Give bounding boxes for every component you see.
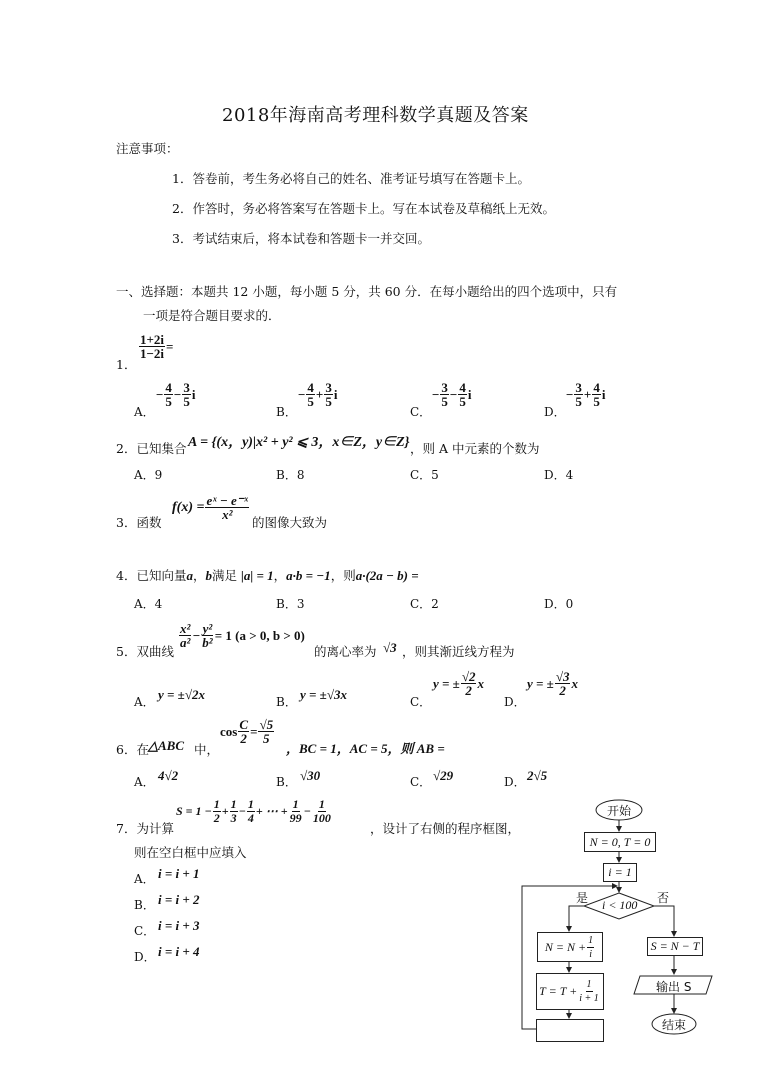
q5-option-a: y = ±√2x	[158, 687, 205, 702]
q7-plus: +	[221, 804, 229, 818]
q7-frac1-num: 1	[213, 797, 220, 811]
q6-c-den: 2	[240, 731, 247, 746]
q1-opt-numerator: 4	[165, 380, 172, 395]
flowchart-yes-label: 是	[576, 891, 589, 905]
q3-denominator: x²	[222, 507, 233, 522]
q6-v-den: 5	[263, 731, 270, 746]
q5-c-num: √2	[461, 669, 476, 684]
flowchart-blank-box	[536, 1019, 604, 1042]
q4-expression: a·(2a − b) =	[355, 568, 419, 583]
q7-minus: −	[238, 804, 246, 818]
q1-opt-op: −	[173, 386, 182, 402]
flowchart-start: 开始	[607, 804, 632, 818]
q1-option-b-label: B．	[276, 405, 297, 419]
q1-option-a-label: A．	[134, 405, 155, 419]
q5-option-d-label: D．	[504, 695, 526, 709]
q5-eccentricity: √3	[383, 640, 397, 655]
q4-option-a: A．4	[134, 597, 163, 611]
q1-opt-unit: i	[191, 386, 196, 402]
q6-option-a-label: A．	[134, 775, 155, 789]
q5-option-b-label: B．	[276, 695, 297, 709]
q5-d-den: 2	[559, 683, 566, 698]
notice-item-1: 1．答卷前，考生务必将自己的姓名、准考证号填写在答题卡上。	[172, 171, 530, 186]
flowchart-n-num: 1	[588, 934, 594, 946]
q6-mid: 中，	[194, 742, 220, 757]
q4-vector-b: b	[205, 568, 212, 583]
q1-opt-sign: −	[156, 386, 164, 402]
q2-prefix: 2．已知集合	[116, 441, 187, 456]
q7-option-d: i = i + 4	[158, 944, 200, 959]
flowchart-s-assign: S = N − T	[650, 939, 700, 953]
q1-opt-denominator: 5	[459, 394, 466, 409]
q1-opt-numerator: 3	[325, 380, 332, 395]
q7-option-b: i = i + 2	[158, 892, 200, 907]
q6-option-b-label: B．	[276, 775, 297, 789]
q3-prefix: 3．函数	[116, 515, 162, 530]
q5-suffix: ，则其渐近线方程为	[402, 644, 515, 659]
q1-opt-numerator: 4	[459, 380, 466, 395]
q7-s-lhs: S = 1 −	[176, 804, 212, 818]
q7-frac2-den: 3	[230, 811, 237, 825]
flowchart-n-den: i	[589, 948, 592, 960]
q6-c-num: C	[239, 717, 249, 732]
page-title: 2018年海南高考理科数学真题及答案	[222, 105, 529, 126]
flowchart-i-init-box	[603, 863, 637, 882]
q7-minus2: −	[303, 804, 311, 818]
q4-text3: ，则	[330, 568, 356, 583]
q1-opt-sign: −	[432, 386, 440, 402]
q4-cond1: |a| = 1	[240, 568, 274, 583]
q7-frac3-num: 1	[247, 797, 254, 811]
q7-option-a-label: A．	[134, 872, 155, 886]
q5-c-den: 2	[465, 683, 472, 698]
flowchart-t-update-pre: T = T +	[539, 984, 578, 998]
q6-option-d: 2√5	[527, 768, 548, 783]
q6-eq: =	[250, 723, 258, 739]
flowchart-init-box	[584, 832, 656, 852]
q1-opt-op: −	[449, 386, 458, 402]
q7-option-b-label: B．	[134, 898, 155, 912]
notice-item-2: 2．作答时，务必将答案写在答题卡上。写在本试卷及草稿纸上无效。	[172, 201, 555, 216]
q2-option-a: A．9	[134, 468, 163, 482]
q6-option-a: 4√2	[158, 768, 179, 783]
q6-conditions: ，BC = 1，AC = 5，则 AB =	[286, 741, 445, 756]
q7-frac5-den: 100	[312, 811, 331, 825]
q5-x-den: a²	[180, 635, 191, 650]
q1-opt-numerator: 4	[593, 380, 600, 395]
notice-heading: 注意事项：	[116, 141, 179, 156]
q7-suffix: ，设计了右侧的程序框图，	[370, 821, 521, 836]
q2-option-b: B．8	[276, 468, 305, 482]
q5-d-num: √3	[555, 669, 570, 684]
q5-option-b: y = ±√3x	[300, 687, 347, 702]
q7-option-c: i = i + 3	[158, 918, 200, 933]
q5-option-c-label: C．	[410, 695, 432, 709]
q1-opt-denominator: 5	[183, 394, 190, 409]
q7-frac3-den: 4	[247, 811, 254, 825]
q4-text1: 4．已知向量	[116, 568, 187, 583]
q1-opt-op: +	[583, 386, 592, 402]
flowchart-t-num: 1	[586, 979, 592, 990]
flowchart-no-label: 否	[657, 891, 670, 905]
q5-c-pre: y = ±	[433, 675, 460, 691]
flowchart-init: N = 0, T = 0	[589, 834, 651, 849]
q1-opt-sign: −	[566, 386, 574, 402]
q1-opt-denominator: 5	[441, 394, 448, 409]
q1-opt-sign: −	[298, 386, 306, 402]
flowchart-s-assign-box	[647, 937, 703, 956]
q1-opt-denominator: 5	[307, 394, 314, 409]
q6-cos: cos	[220, 723, 238, 739]
q3-numerator: eˣ − e⁻ˣ	[206, 493, 249, 508]
flowchart-output: 输出 S	[656, 980, 692, 994]
q1-opt-unit: i	[601, 386, 606, 402]
q1-opt-numerator: 4	[307, 380, 314, 395]
q4-option-d: D．0	[544, 597, 574, 611]
q1-stem-equals: =	[166, 338, 174, 354]
q1-opt-denominator: 5	[593, 394, 600, 409]
q2-suffix: ，则 A 中元素的个数为	[410, 441, 540, 456]
q7-option-d-label: D．	[134, 950, 156, 964]
q5-prefix: 5．双曲线	[116, 644, 174, 659]
q5-x-num: x²	[180, 621, 191, 636]
q6-triangle: △ABC	[148, 738, 185, 753]
q1-option-d-label: D．	[544, 405, 566, 419]
q7-frac4-num: 1	[292, 797, 299, 811]
flowchart-end: 结束	[662, 1018, 687, 1032]
q1-opt-numerator: 3	[575, 380, 582, 395]
q5-d-post: x	[571, 675, 578, 691]
flowchart-i-init: i = 1	[608, 865, 632, 879]
q4-sep2: ，	[273, 568, 287, 583]
q7-line2: 则在空白框中应填入	[134, 845, 247, 860]
q1-opt-numerator: 3	[183, 380, 190, 395]
q7-s-mid: + ⋯ +	[255, 804, 288, 818]
q6-option-b: √30	[300, 768, 321, 783]
q6-option-d-label: D．	[504, 775, 526, 789]
q7-option-a: i = i + 1	[158, 866, 200, 881]
q1-opt-denominator: 5	[575, 394, 582, 409]
q7-frac5-num: 1	[318, 797, 325, 811]
flowchart-n-update-box	[537, 932, 603, 962]
q5-c-post: x	[477, 675, 484, 691]
q7-frac4-den: 99	[289, 811, 302, 825]
q4-vector-a: a	[186, 568, 193, 583]
q5-option-a-label: A．	[134, 695, 155, 709]
q1-stem-denominator: 1−2i	[140, 346, 165, 361]
section-heading-line1: 一、选择题：本题共 12 小题，每小题 5 分，共 60 分．在每小题给出的四个选项中，只有	[116, 284, 618, 299]
flowchart-condition: i < 100	[602, 898, 638, 912]
flowchart-t-den: i + 1	[579, 993, 599, 1004]
q7-prefix: 7．为计算	[116, 821, 174, 836]
q7-frac1-den: 2	[213, 811, 220, 825]
q4-option-b: B．3	[276, 597, 305, 611]
q1-stem-numerator: 1+2i	[140, 332, 165, 347]
flowchart-n-update-pre: N = N +	[544, 939, 587, 954]
q1-opt-unit: i	[333, 386, 338, 402]
section-heading-line2: 一项是符合题目要求的．	[143, 308, 281, 323]
q1-opt-op: +	[315, 386, 324, 402]
q6-option-c: √29	[433, 768, 454, 783]
q1-option-c-label: C．	[410, 405, 432, 419]
q1-opt-denominator: 5	[165, 394, 172, 409]
q1-opt-numerator: 3	[441, 380, 448, 395]
q5-text-mid: 的离心率为	[314, 644, 377, 659]
q6-option-c-label: C．	[410, 775, 432, 789]
q6-v-num: √5	[259, 717, 274, 732]
q3-fx: f(x) =	[172, 499, 205, 515]
flowchart-t-update-box	[536, 973, 604, 1010]
q5-y-den: b²	[202, 635, 213, 650]
q7-option-c-label: C．	[134, 924, 156, 938]
q4-sep1: ，	[192, 568, 206, 583]
q5-minus: −	[192, 627, 201, 643]
q5-rest: = 1 (a > 0, b > 0)	[214, 627, 305, 643]
q5-y-num: y²	[202, 621, 213, 636]
q1-opt-unit: i	[467, 386, 472, 402]
q4-cond2: a·b = −1	[286, 568, 331, 583]
q1-opt-denominator: 5	[325, 394, 332, 409]
q3-suffix: 的图像大致为	[252, 515, 328, 530]
q2-option-c: C．5	[410, 468, 439, 482]
q5-d-pre: y = ±	[527, 675, 554, 691]
q2-option-d: D．4	[544, 468, 574, 482]
q1-number: 1．	[116, 357, 137, 372]
q4-text2: 满足	[211, 568, 237, 583]
q2-set: A = {(x，y)|x² + y² ⩽ 3，x∈Z，y∈Z}	[188, 435, 410, 450]
q6-prefix: 6．在	[116, 742, 149, 757]
q7-frac2-num: 1	[230, 797, 237, 811]
q4-option-c: C．2	[410, 597, 439, 611]
notice-item-3: 3．考试结束后，将本试卷和答题卡一并交回。	[172, 231, 430, 246]
